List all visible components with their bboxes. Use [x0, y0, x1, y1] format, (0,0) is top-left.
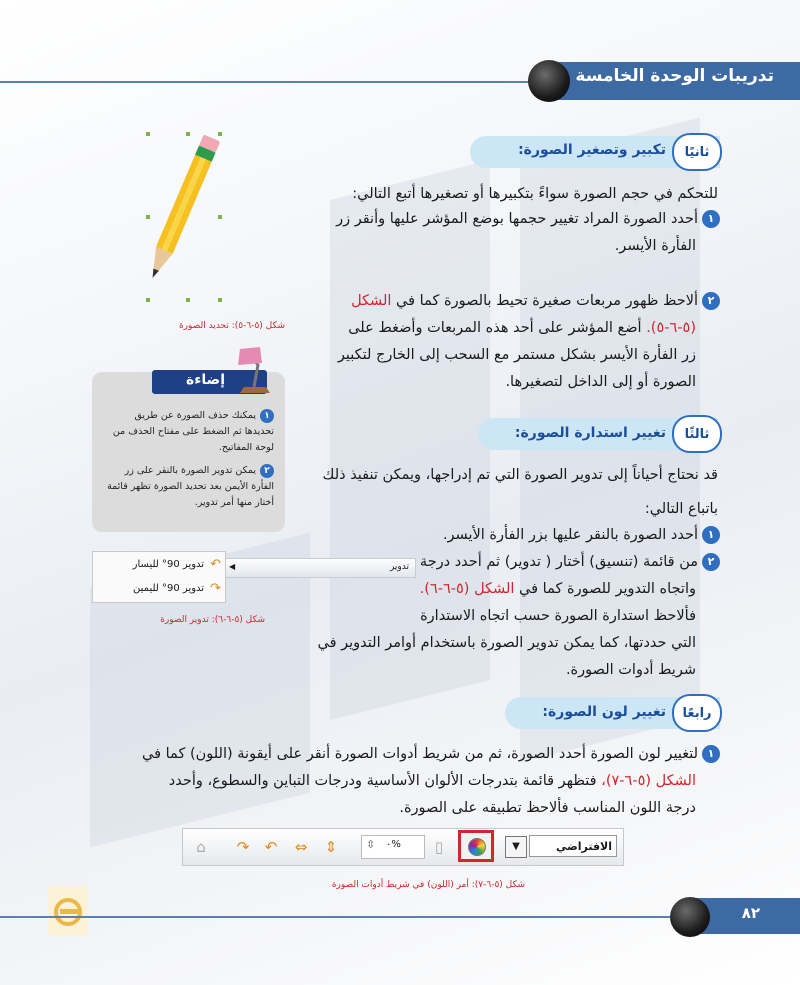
header-knob — [528, 60, 570, 102]
header-rule — [0, 81, 560, 83]
section-title: تكبير وتصغير الصورة: — [518, 142, 666, 158]
menu-label: تدوير — [389, 562, 409, 572]
percent-value: ٠% — [386, 839, 401, 850]
rotate-right-option[interactable] — [93, 576, 225, 600]
footer-knob — [670, 897, 710, 937]
step-number: ١ — [702, 210, 720, 228]
section3-step2-cont — [220, 630, 720, 684]
spin-icon: ⇳ — [366, 838, 376, 851]
step-text: أحدد الصورة بالنقر عليها بزر الفأرة الأيسر. — [442, 527, 698, 543]
section4-step1 — [80, 741, 720, 822]
step-text: التي حددتها، كما يمكن تدوير الصورة باستخدام أوامر التدوير في — [317, 635, 696, 651]
step-text: زر الفأرة الأيسر بشكل مستمر مع السحب إلى الخارج لتكبير — [337, 347, 696, 363]
rotate-caption: شكل (٥-٦-٦): تدوير الصورة — [160, 615, 265, 625]
page-title: تدريبات الوحدة الخامسة — [575, 66, 774, 86]
option-label: تدوير 90° لليسار — [132, 558, 205, 570]
step-number: ١ — [260, 409, 274, 423]
step-number: ٢ — [702, 292, 720, 310]
step-text: الصورة أو إلى الداخل لتصغيرها. — [505, 374, 696, 390]
flip-horizontal-icon[interactable]: ⇔ — [294, 838, 308, 856]
tip-title: إضاءة — [185, 372, 225, 388]
flip-vertical-icon[interactable]: ⇕ — [324, 838, 338, 856]
figure-reference: الشكل (٥-٦-٦). — [419, 581, 515, 597]
publisher-logo — [48, 886, 88, 936]
section3-intro — [98, 462, 718, 529]
page-number: ٨٢ — [741, 904, 760, 922]
step-text: من قائمة (تنسيق) أختار ( تدوير) ثم أحدد درجة — [419, 554, 698, 570]
figure-reference: الشكل (٥-٦-٧)، — [601, 773, 696, 789]
step-text: فتظهر قائمة بتدرجات الألوان الأساسية ودرجات التباين والسطوع، وأحدد — [168, 773, 597, 789]
pencil-figure — [140, 130, 225, 305]
color-button[interactable] — [458, 830, 494, 862]
transparency-icon[interactable]: ▯ — [434, 838, 444, 856]
lamp-icon — [232, 345, 278, 399]
step-text: درجة اللون المناسب فألاحظ تطبيقه على الصورة. — [399, 800, 696, 816]
rotate-right-icon: ↷ — [210, 580, 221, 596]
menu-item-rotate[interactable] — [224, 558, 416, 578]
step-number: ١ — [702, 526, 720, 544]
tip-item-1 — [104, 408, 274, 456]
toolbar-caption: شكل (٥-٦-٧): أمر (اللون) في شريط أدوات الصورة — [331, 880, 525, 890]
step-number: ١ — [702, 745, 720, 763]
transparency-field[interactable] — [361, 835, 425, 859]
section3-step1 — [120, 522, 720, 549]
pencil-icon — [140, 130, 225, 305]
step-text: ألاحظ ظهور مربعات صغيرة تحيط بالصورة كما في — [396, 293, 698, 309]
figure-reference: الشكل — [351, 293, 392, 309]
picture-toolbar — [182, 828, 624, 866]
reset-picture-icon[interactable]: ⌂ — [196, 838, 206, 856]
paragraph-text: باتباع التالي: — [644, 501, 718, 517]
submenu-arrow-icon: ◀ — [229, 562, 236, 571]
step-text: شريط أدوات الصورة. — [565, 662, 696, 678]
step-number: ٢ — [702, 553, 720, 571]
pencil-caption: شكل (٥-٦-٥): تحديد الصورة — [178, 321, 285, 331]
tip-text: يمكنك حذف الصورة عن طريق تحديدها ثم الضغط على مفتاح الحذف من لوحة المفاتيح. — [112, 410, 274, 453]
step-text: لتغيير لون الصورة أحدد الصورة، ثم من شريط أدوات الصورة أنقر على أيقونة (اللون) كما في — [142, 746, 698, 762]
figure-reference: (٥-٦-٥). — [646, 320, 696, 336]
paragraph-text: قد نحتاج أحياناً إلى تدوير الصورة التي تم إدراجها، ويمكن تنفيذ ذلك — [322, 467, 718, 483]
color-mode-select[interactable]: الافتراضي — [529, 835, 617, 857]
rotate-left-icon: ↶ — [210, 556, 221, 572]
option-label: تدوير 90° لليمين — [133, 582, 205, 594]
section-title: تغيير استدارة الصورة: — [514, 425, 666, 441]
step-text: أضع المؤشر على أحد هذه المربعات وأضغط على — [348, 320, 642, 336]
section2-step1 — [280, 206, 720, 260]
step-number: ٢ — [260, 464, 274, 478]
step-text: واتجاه التدوير للصورة كما في — [519, 581, 696, 597]
rotate-left-option[interactable] — [93, 552, 225, 576]
dropdown-arrow-icon[interactable]: ▼ — [505, 836, 527, 858]
section2-intro: للتحكم في حجم الصورة سواءً بتكبيرها أو تصغيرها أتبع التالي: — [352, 186, 718, 202]
rotate-left-icon[interactable]: ↶ — [264, 838, 278, 856]
footer-rule — [0, 916, 690, 918]
step-text: أحدد الصورة المراد تغيير حجمها بوضع المؤشر عليها وأنقر زر — [336, 211, 698, 227]
section-tag: ثالثًا — [672, 415, 722, 453]
tip-text: يمكن تدوير الصورة بالنقر على زر الفأرة الأيمن بعد تحديد الصورة تظهر قائمة أختار منها أمر تدوير. — [107, 465, 274, 508]
rotate-right-icon[interactable]: ↷ — [236, 838, 250, 856]
step-text: الفأرة الأيسر. — [614, 238, 696, 254]
step-text: فألاحظ استدارة الصورة حسب اتجاه الاستدارة — [420, 608, 696, 624]
section2-step2 — [280, 288, 720, 396]
section-title: تغيير لون الصورة: — [542, 704, 666, 720]
rotate-submenu — [92, 551, 226, 603]
color-wheel-icon — [468, 838, 486, 856]
section-tag: رابعًا — [672, 694, 722, 732]
section-tag: ثانيًا — [672, 133, 722, 171]
